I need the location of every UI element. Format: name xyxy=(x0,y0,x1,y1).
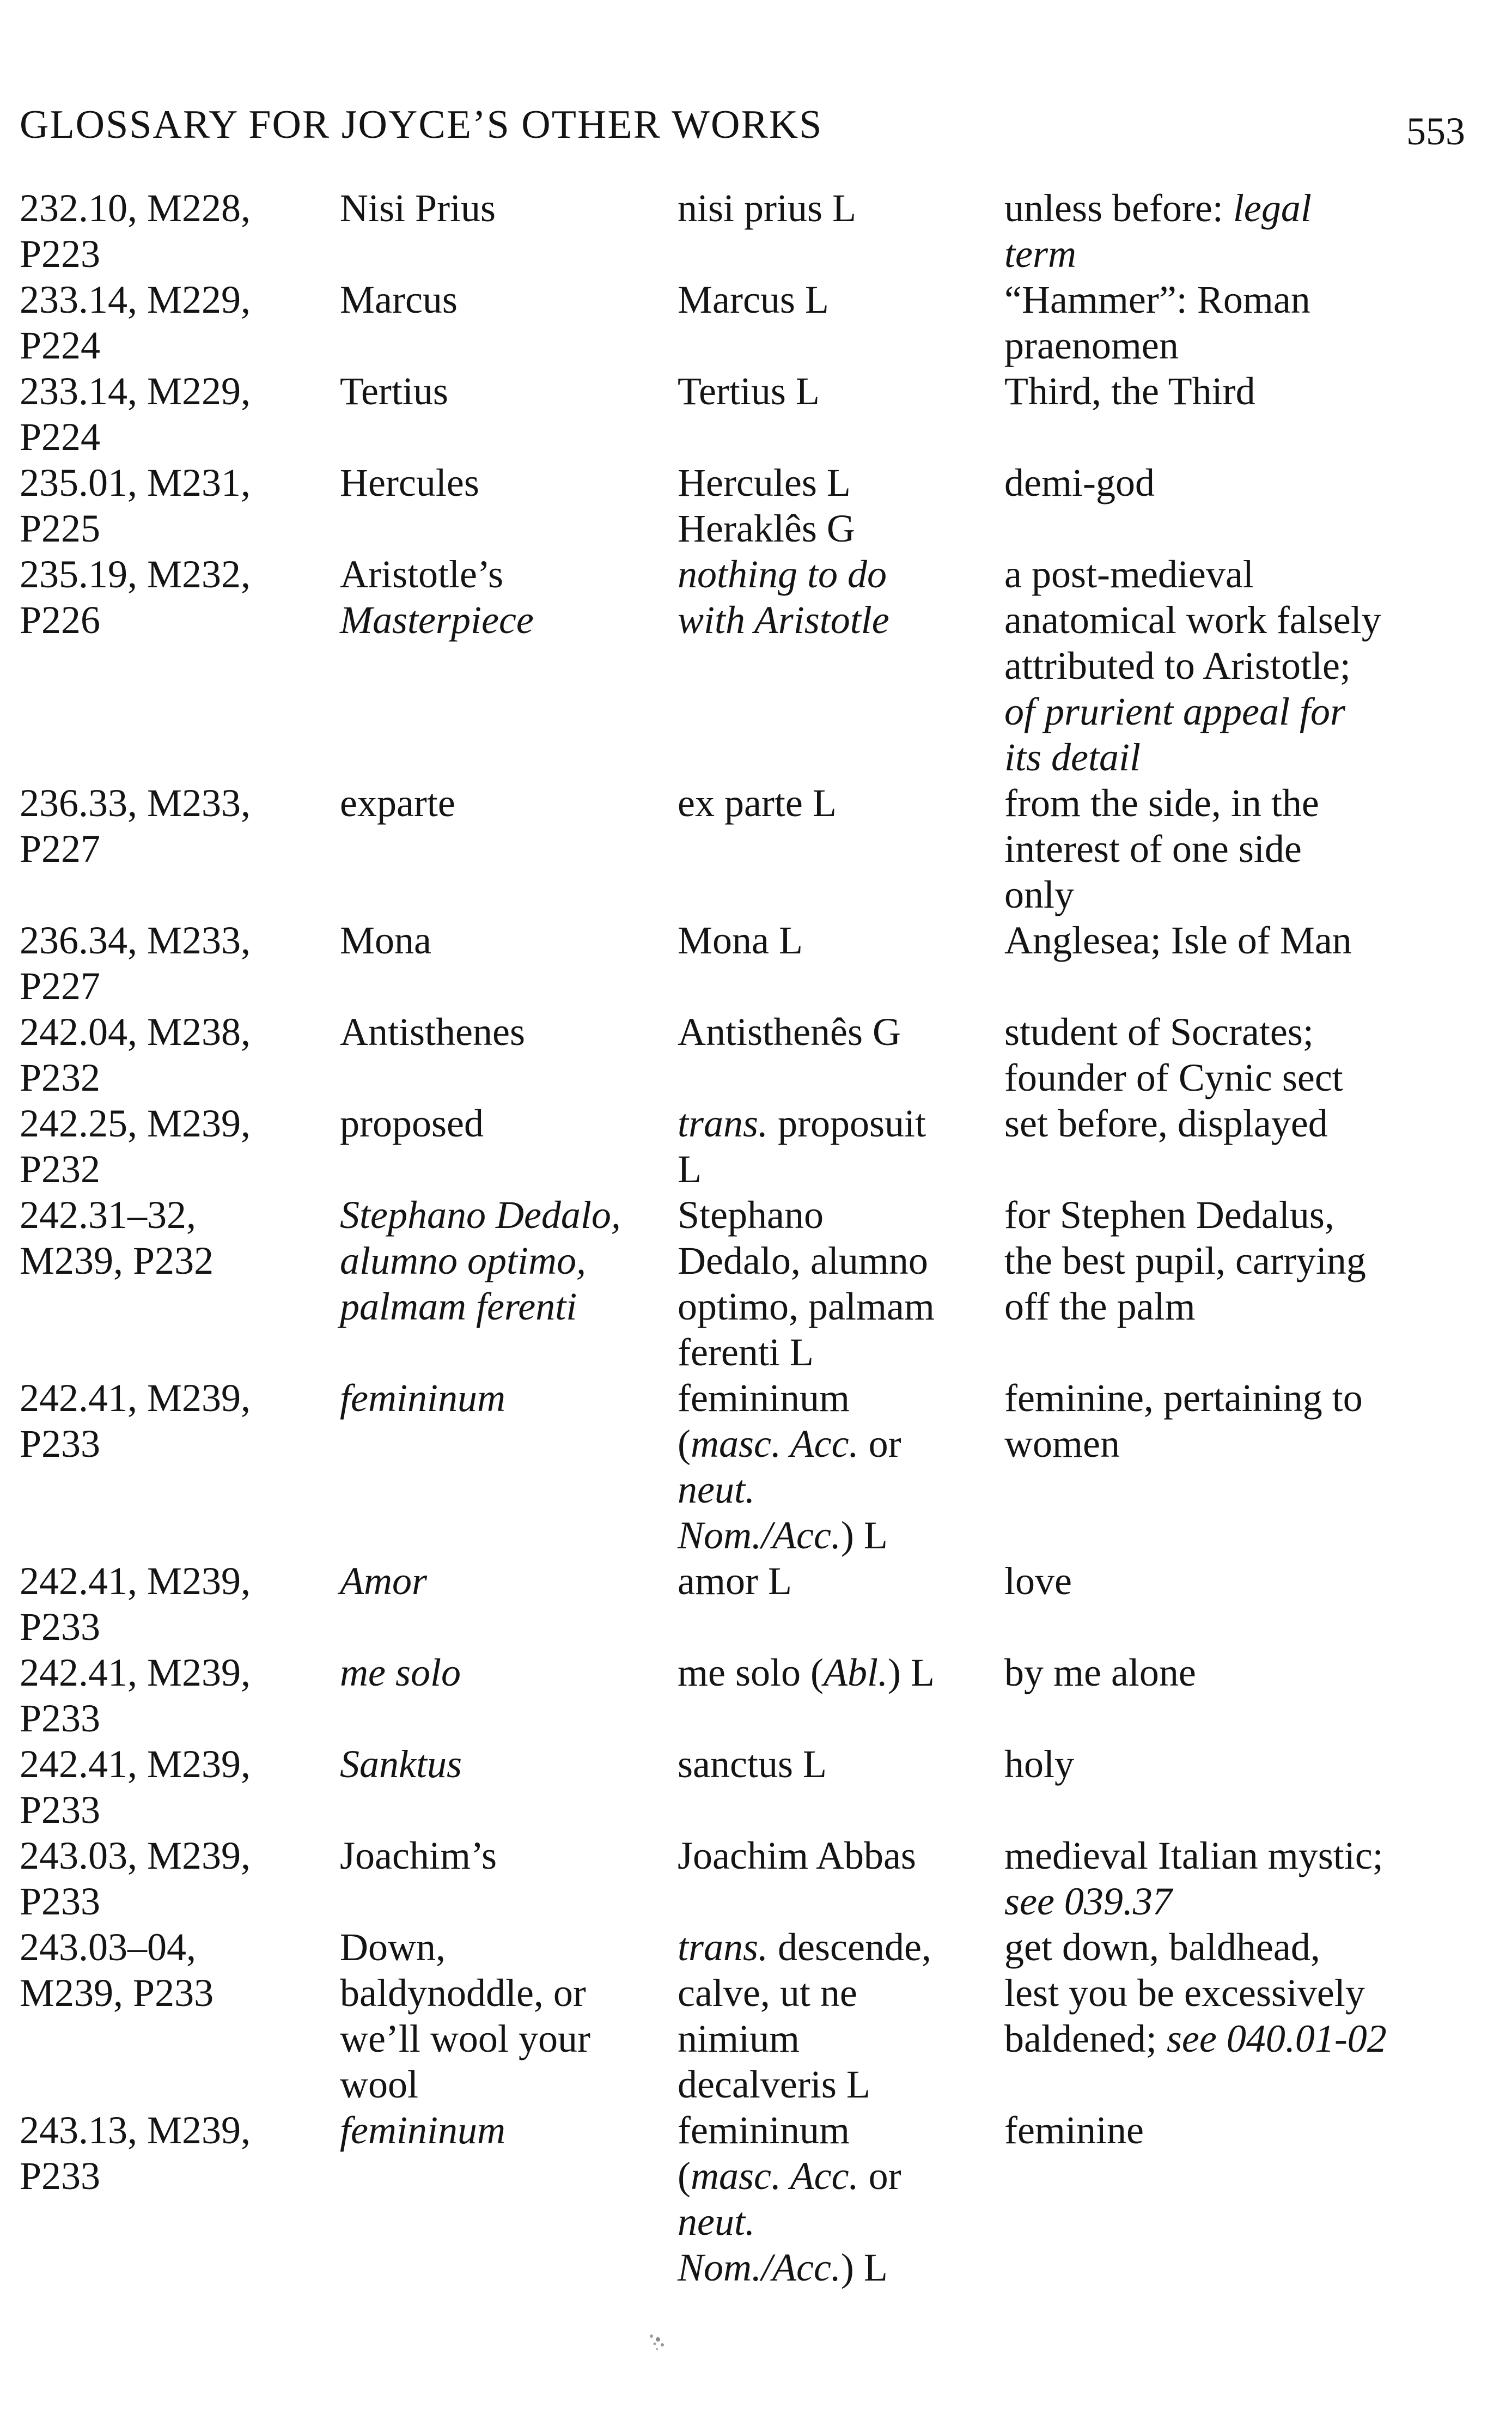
entry-gloss-line xyxy=(1004,231,1495,277)
text-run: Joachim Abbas xyxy=(678,1834,916,1877)
entry-word xyxy=(340,1833,672,1878)
text-run: decalveris L xyxy=(678,2063,870,2106)
entry-word xyxy=(340,1009,672,1055)
text-run: Stephano xyxy=(678,1193,824,1237)
entry-word-line xyxy=(340,1375,672,1421)
entry-reference xyxy=(20,1009,336,1101)
entry-source-line xyxy=(678,1741,999,1787)
entry-gloss-line xyxy=(1004,185,1495,231)
entry-gloss xyxy=(1004,1192,1495,1329)
text-run: Down, xyxy=(340,1925,446,1969)
entry-gloss-line xyxy=(1004,1284,1495,1329)
entry-reference-line: 242.41, M239, xyxy=(20,1559,251,1603)
entry-word xyxy=(340,1741,672,1787)
text-run: ) L xyxy=(840,1513,888,1557)
text-run: proposuit xyxy=(768,1102,926,1145)
entry-word-line xyxy=(340,597,672,643)
entry-source-line xyxy=(678,2199,999,2245)
text-run: masc. Acc. xyxy=(690,1422,859,1466)
entry-reference-line: M239, P233 xyxy=(20,1971,214,2015)
entry-reference-line: P223 xyxy=(20,232,101,276)
text-run: “Hammer”: Roman xyxy=(1004,278,1310,321)
entry-source-line xyxy=(678,2107,999,2153)
entry-word xyxy=(340,2107,672,2153)
entry-word xyxy=(340,917,672,963)
entry-gloss-line xyxy=(1004,826,1495,872)
entry-reference xyxy=(20,1650,336,1741)
entry-gloss-line xyxy=(1004,368,1495,414)
entry-reference xyxy=(20,917,336,1009)
text-run: Marcus L xyxy=(678,278,829,321)
entry-word xyxy=(340,1558,672,1604)
page-number: 553 xyxy=(1406,110,1465,153)
entry-source-line xyxy=(678,780,999,826)
entry-gloss-line xyxy=(1004,277,1495,323)
entry-reference-line: P233 xyxy=(20,1422,101,1466)
entry-source xyxy=(678,2107,999,2290)
text-run: Sanktus xyxy=(340,1742,462,1786)
entry-reference-line: 235.01, M231, xyxy=(20,461,251,504)
entry-source-line xyxy=(678,368,999,414)
text-run: ) L xyxy=(887,1651,935,1694)
entry-word xyxy=(340,780,672,826)
entry-source xyxy=(678,1650,999,1695)
entry-reference-line: P233 xyxy=(20,1605,101,1649)
text-run: femininum xyxy=(678,2108,850,2152)
text-run: Abl. xyxy=(823,1651,888,1694)
text-run: palmam ferenti xyxy=(340,1285,577,1328)
text-run: off the palm xyxy=(1004,1285,1196,1328)
entry-source-line xyxy=(678,1512,999,1558)
entry-source-line xyxy=(678,917,999,963)
entry-gloss-line xyxy=(1004,872,1495,917)
entry-reference xyxy=(20,185,336,277)
entry-gloss xyxy=(1004,1741,1495,1787)
entry-reference-line: 243.13, M239, xyxy=(20,2108,251,2152)
entry-gloss-line xyxy=(1004,1650,1495,1695)
entry-source-line xyxy=(678,277,999,323)
entry-reference-line: 235.19, M232, xyxy=(20,552,251,596)
text-run: nisi prius L xyxy=(678,186,857,230)
text-run: term xyxy=(1004,232,1076,276)
text-run: L xyxy=(678,1147,702,1191)
entry-reference xyxy=(20,1833,336,1924)
text-run: nimium xyxy=(678,2017,800,2060)
text-run: me solo ( xyxy=(678,1651,824,1694)
entry-source-line xyxy=(678,597,999,643)
text-run: feminine, pertaining to xyxy=(1004,1376,1363,1420)
text-run: a post-medieval xyxy=(1004,552,1254,596)
entry-reference-line: 242.25, M239, xyxy=(20,1102,251,1145)
entry-gloss-line xyxy=(1004,1055,1495,1101)
ink-blot-mark xyxy=(642,2328,674,2356)
text-run: trans. xyxy=(678,1925,769,1969)
entry-gloss-line xyxy=(1004,780,1495,826)
text-run: student of Socrates; xyxy=(1004,1010,1314,1054)
text-run: Heraklês G xyxy=(678,507,855,550)
running-head-title: GLOSSARY FOR JOYCE’S OTHER WORKS xyxy=(20,102,823,147)
entry-gloss-line xyxy=(1004,1970,1495,2016)
entry-word-line xyxy=(340,1284,672,1329)
text-run: calve, ut ne xyxy=(678,1971,857,2015)
entry-gloss xyxy=(1004,277,1495,368)
entry-gloss-line xyxy=(1004,1833,1495,1878)
text-run: wool xyxy=(340,2063,418,2106)
entry-reference-line: P224 xyxy=(20,324,101,367)
entry-source xyxy=(678,1741,999,1787)
entry-reference-line: 242.41, M239, xyxy=(20,1651,251,1694)
entry-reference xyxy=(20,780,336,872)
text-run: ex parte L xyxy=(678,781,837,825)
text-run: Hercules L xyxy=(678,461,851,504)
entry-word-line xyxy=(340,2107,672,2153)
entry-gloss-line xyxy=(1004,1009,1495,1055)
entry-word xyxy=(340,1101,672,1146)
text-run: get down, baldhead, xyxy=(1004,1925,1320,1969)
entry-source-line xyxy=(678,2153,999,2199)
entry-word-line xyxy=(340,551,672,597)
entry-source-line xyxy=(678,2016,999,2062)
entry-word-line xyxy=(340,1924,672,1970)
entry-source-line xyxy=(678,2062,999,2107)
entry-reference-line: 236.33, M233, xyxy=(20,781,251,825)
text-run: for Stephen Dedalus, xyxy=(1004,1193,1334,1237)
text-run: see 039.37 xyxy=(1004,1880,1172,1923)
entry-reference-line: P233 xyxy=(20,2154,101,2198)
text-run: only xyxy=(1004,873,1075,916)
entry-source-line xyxy=(678,185,999,231)
entry-reference xyxy=(20,1192,336,1284)
entry-word-line xyxy=(340,460,672,506)
text-run: Stephano Dedalo, xyxy=(340,1193,621,1237)
text-run: Aristotle’s xyxy=(340,552,503,596)
entry-gloss xyxy=(1004,185,1495,277)
text-run: femininum xyxy=(678,1376,850,1420)
text-run: neut. xyxy=(678,1468,755,1511)
entry-word-line xyxy=(340,917,672,963)
entry-gloss xyxy=(1004,460,1495,506)
entry-source xyxy=(678,917,999,963)
entry-source xyxy=(678,1009,999,1055)
entry-word xyxy=(340,551,672,643)
entry-gloss xyxy=(1004,1833,1495,1924)
entry-gloss-line xyxy=(1004,1192,1495,1238)
entry-reference-line: P227 xyxy=(20,827,101,871)
entry-word xyxy=(340,277,672,323)
entry-source xyxy=(678,1558,999,1604)
text-run: Hercules xyxy=(340,461,479,504)
entry-gloss xyxy=(1004,917,1495,963)
entry-source-line xyxy=(678,1192,999,1238)
entry-source-line xyxy=(678,1238,999,1284)
entry-source-line xyxy=(678,1970,999,2016)
entry-source-line xyxy=(678,1421,999,1467)
text-run: Nom./Acc. xyxy=(678,1513,841,1557)
text-run: exparte xyxy=(340,781,455,825)
entry-reference-line: P232 xyxy=(20,1147,101,1191)
text-run: Antisthenes xyxy=(340,1010,525,1054)
entry-word-line xyxy=(340,185,672,231)
entry-reference-line: 232.10, M228, xyxy=(20,186,251,230)
entry-word-line xyxy=(340,1238,672,1284)
entry-reference-line: P233 xyxy=(20,1880,101,1923)
text-run: Nom./Acc. xyxy=(678,2246,841,2289)
entry-word-line xyxy=(340,780,672,826)
text-run: anatomical work falsely xyxy=(1004,598,1381,642)
text-run: femininum xyxy=(340,2108,505,2152)
entry-reference xyxy=(20,1924,336,2016)
entry-word-line xyxy=(340,1101,672,1146)
text-run: we’ll wool your xyxy=(340,2017,590,2060)
entry-reference xyxy=(20,1558,336,1650)
entry-gloss-line xyxy=(1004,643,1495,689)
entry-word xyxy=(340,460,672,506)
entry-gloss xyxy=(1004,1558,1495,1604)
text-run: amor L xyxy=(678,1559,792,1603)
entry-reference-line: P224 xyxy=(20,415,101,459)
text-run: nothing to do xyxy=(678,552,887,596)
text-run: Nisi Prius xyxy=(340,186,496,230)
text-run: or xyxy=(858,2154,901,2198)
entry-source-line xyxy=(678,1009,999,1055)
entry-gloss-line xyxy=(1004,597,1495,643)
text-run: ( xyxy=(678,2154,691,2198)
entry-gloss-line xyxy=(1004,1924,1495,1970)
entry-reference-line: 243.03, M239, xyxy=(20,1834,251,1877)
entry-gloss xyxy=(1004,1924,1495,2062)
entry-reference-line: 242.04, M238, xyxy=(20,1010,251,1054)
entry-source-line xyxy=(678,460,999,506)
text-run: demi-god xyxy=(1004,461,1155,504)
entry-gloss xyxy=(1004,1101,1495,1146)
entry-word-line xyxy=(340,1558,672,1604)
entry-reference xyxy=(20,551,336,643)
text-run: sanctus L xyxy=(678,1742,827,1786)
text-run: women xyxy=(1004,1422,1120,1466)
entry-gloss xyxy=(1004,1650,1495,1695)
entry-gloss-line xyxy=(1004,1101,1495,1146)
entry-gloss-line xyxy=(1004,734,1495,780)
entry-gloss-line xyxy=(1004,1421,1495,1467)
entry-reference-line: 233.14, M229, xyxy=(20,278,251,321)
text-run: Third, the Third xyxy=(1004,369,1255,413)
entry-source-line xyxy=(678,2245,999,2290)
text-run: masc. Acc. xyxy=(690,2154,859,2198)
text-run: from the side, in the xyxy=(1004,781,1319,825)
entry-word-line xyxy=(340,2062,672,2107)
entry-source-line xyxy=(678,1101,999,1146)
text-run: love xyxy=(1004,1559,1072,1603)
entry-source-line xyxy=(678,1467,999,1512)
entry-source-line xyxy=(678,551,999,597)
entry-reference-line: 243.03–04, xyxy=(20,1925,196,1969)
entry-source-line xyxy=(678,1650,999,1695)
entry-gloss-line xyxy=(1004,2107,1495,2153)
text-run: of prurient appeal for xyxy=(1004,690,1345,733)
entry-word-line xyxy=(340,1650,672,1695)
entry-source xyxy=(678,551,999,643)
entry-word-line xyxy=(340,1009,672,1055)
text-run: interest of one side xyxy=(1004,827,1302,871)
entry-word-line xyxy=(340,2016,672,2062)
entry-word xyxy=(340,1924,672,2107)
entry-gloss-line xyxy=(1004,460,1495,506)
entry-word xyxy=(340,185,672,231)
entry-gloss-line xyxy=(1004,323,1495,368)
text-run: ( xyxy=(678,1422,691,1466)
entry-source-line xyxy=(678,1558,999,1604)
entry-source xyxy=(678,185,999,231)
entry-reference xyxy=(20,1101,336,1192)
text-run: proposed xyxy=(340,1102,484,1145)
text-run: attributed to Aristotle; xyxy=(1004,644,1351,688)
entry-reference xyxy=(20,277,336,368)
entry-reference-line: P233 xyxy=(20,1697,101,1740)
entry-gloss-line xyxy=(1004,2016,1495,2062)
entry-source-line xyxy=(678,1375,999,1421)
text-run: Antisthenês G xyxy=(678,1010,901,1054)
entry-reference-line: P226 xyxy=(20,598,101,642)
entry-gloss-line xyxy=(1004,1558,1495,1604)
entry-word-line xyxy=(340,277,672,323)
text-run: Masterpiece xyxy=(340,598,534,642)
entry-reference-line: 236.34, M233, xyxy=(20,919,251,962)
entry-word xyxy=(340,1375,672,1421)
text-run: Anglesea; Isle of Man xyxy=(1004,919,1352,962)
entry-source-line xyxy=(678,1146,999,1192)
entry-reference-line: P225 xyxy=(20,507,101,550)
entry-gloss-line xyxy=(1004,551,1495,597)
entry-word-line xyxy=(340,1192,672,1238)
entry-word xyxy=(340,1192,672,1329)
entry-word-line xyxy=(340,368,672,414)
text-run: baldened; xyxy=(1004,2017,1167,2060)
entry-gloss xyxy=(1004,1009,1495,1101)
entry-source-line xyxy=(678,1329,999,1375)
text-run: Joachim’s xyxy=(340,1834,497,1877)
entry-word-line xyxy=(340,1833,672,1878)
text-run: neut. xyxy=(678,2200,755,2243)
text-run: trans. xyxy=(678,1102,769,1145)
entry-word xyxy=(340,368,672,414)
entry-reference xyxy=(20,2107,336,2199)
text-run: praenomen xyxy=(1004,324,1179,367)
entry-reference-line: 242.41, M239, xyxy=(20,1742,251,1786)
entry-source xyxy=(678,1192,999,1375)
entry-reference xyxy=(20,1375,336,1467)
page-header xyxy=(20,100,1465,153)
entry-gloss xyxy=(1004,780,1495,917)
entry-reference xyxy=(20,368,336,460)
text-run: me solo xyxy=(340,1651,461,1694)
entry-source-line xyxy=(678,506,999,551)
entry-gloss-line xyxy=(1004,1878,1495,1924)
entry-reference-line: 242.31–32, xyxy=(20,1193,196,1237)
text-run: see 040.01-02 xyxy=(1166,2017,1387,2060)
entry-gloss-line xyxy=(1004,917,1495,963)
text-run: feminine xyxy=(1004,2108,1144,2152)
text-run: unless before: xyxy=(1004,186,1233,230)
entry-reference-line: 233.14, M229, xyxy=(20,369,251,413)
entry-source xyxy=(678,460,999,551)
entry-source xyxy=(678,1833,999,1878)
entry-source-line xyxy=(678,1924,999,1970)
text-run: Marcus xyxy=(340,278,458,321)
text-run: femininum xyxy=(340,1376,505,1420)
entry-gloss-line xyxy=(1004,1741,1495,1787)
text-run: Dedalo, alumno xyxy=(678,1239,928,1282)
entry-reference-line: P232 xyxy=(20,1056,101,1099)
entry-word xyxy=(340,1650,672,1695)
text-run: the best pupil, carrying xyxy=(1004,1239,1366,1282)
entry-gloss-line xyxy=(1004,1375,1495,1421)
text-run: its detail xyxy=(1004,735,1141,779)
text-run: legal xyxy=(1233,186,1312,230)
text-run: Tertius xyxy=(340,369,448,413)
entry-gloss xyxy=(1004,368,1495,414)
entry-gloss xyxy=(1004,2107,1495,2153)
text-run: by me alone xyxy=(1004,1651,1196,1694)
text-run: Tertius L xyxy=(678,369,820,413)
entry-source xyxy=(678,1924,999,2107)
text-run: lest you be excessively xyxy=(1004,1971,1365,2015)
entry-reference xyxy=(20,1741,336,1833)
text-run: medieval Italian mystic; xyxy=(1004,1834,1383,1877)
entry-reference-line: M239, P232 xyxy=(20,1239,214,1282)
entry-gloss-line xyxy=(1004,1238,1495,1284)
text-run: with Aristotle xyxy=(678,598,889,642)
text-run: Mona xyxy=(340,919,431,962)
entry-source-line xyxy=(678,1833,999,1878)
text-run: Amor xyxy=(340,1559,427,1603)
entry-word-line xyxy=(340,1970,672,2016)
entry-source xyxy=(678,1375,999,1558)
entry-reference-line: 242.41, M239, xyxy=(20,1376,251,1420)
text-run: or xyxy=(858,1422,901,1466)
entry-source xyxy=(678,368,999,414)
text-run: alumno optimo, xyxy=(340,1239,587,1282)
text-run: holy xyxy=(1004,1742,1075,1786)
text-run: ferenti L xyxy=(678,1330,814,1374)
entry-word-line xyxy=(340,1741,672,1787)
text-run: set before, displayed xyxy=(1004,1102,1328,1145)
entry-gloss xyxy=(1004,551,1495,780)
entry-reference-line: P227 xyxy=(20,964,101,1008)
entry-source xyxy=(678,1101,999,1192)
text-run: founder of Cynic sect xyxy=(1004,1056,1343,1099)
entry-source xyxy=(678,277,999,323)
entry-reference-line: P233 xyxy=(20,1788,101,1832)
entry-gloss-line xyxy=(1004,689,1495,734)
text-run: descende, xyxy=(768,1925,931,1969)
text-run: baldynoddle, or xyxy=(340,1971,586,2015)
text-run: optimo, palmam xyxy=(678,1285,935,1328)
text-run: Mona L xyxy=(678,919,803,962)
entry-source-line xyxy=(678,1284,999,1329)
entry-source xyxy=(678,780,999,826)
entry-gloss xyxy=(1004,1375,1495,1467)
entry-reference xyxy=(20,460,336,551)
text-run: ) L xyxy=(840,2246,888,2289)
